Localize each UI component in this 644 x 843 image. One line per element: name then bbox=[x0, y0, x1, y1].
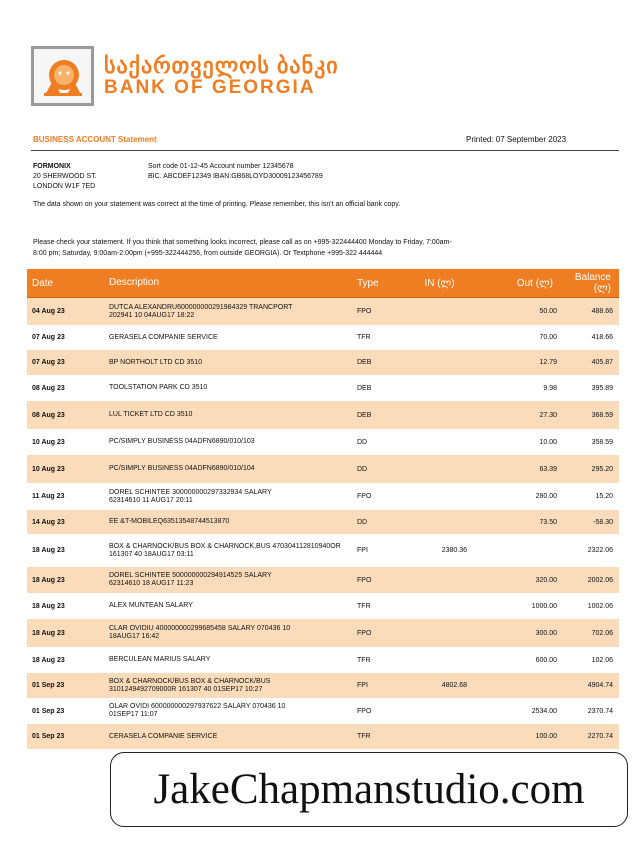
row-description bbox=[109, 384, 357, 392]
row-description bbox=[109, 411, 357, 419]
sort-code-line: Sort code 01-12-45 Account number 12345678 bbox=[148, 163, 294, 170]
row-date: 07 Aug 23 bbox=[32, 359, 65, 366]
row-date: 18 Aug 23 bbox=[32, 656, 65, 664]
table-row bbox=[27, 724, 619, 750]
table-row bbox=[27, 326, 619, 350]
row-out: 10.00 bbox=[539, 438, 557, 446]
description-line-1: DOREL SCHINTEE 500000000294914525 SALARY bbox=[109, 572, 272, 579]
table-row bbox=[27, 510, 619, 535]
table-row bbox=[27, 298, 619, 326]
row-balance: 1002.06 bbox=[587, 602, 613, 610]
lion-emblem-icon bbox=[31, 46, 94, 106]
row-balance: 488.66 bbox=[591, 308, 613, 315]
description-line-1: BP NORTHOLT LTD CD 3510 bbox=[109, 358, 203, 366]
table-row bbox=[27, 376, 619, 401]
description-line-1: OLAR OVIDI 600000000297937622 SALARY 070436 10 bbox=[109, 703, 286, 710]
row-description bbox=[109, 465, 357, 473]
logo-georgian-text: საქართველოს ბანკი bbox=[104, 53, 339, 78]
row-balance: 4904.74 bbox=[587, 682, 613, 689]
row-type: FPI bbox=[357, 682, 368, 689]
col-out: Out (ლ) bbox=[516, 277, 553, 289]
col-in: IN (ლ) bbox=[424, 277, 455, 289]
row-type: FPO bbox=[357, 707, 372, 715]
account-details bbox=[148, 162, 323, 182]
row-description bbox=[109, 359, 357, 367]
row-out: 73.50 bbox=[539, 518, 557, 526]
col-date: Date bbox=[32, 277, 54, 289]
description-line-2: 161307 40 18AUG17 03:11 bbox=[109, 550, 194, 558]
col-balance: Balance (ლ) bbox=[574, 272, 611, 294]
row-type: FPO bbox=[357, 308, 372, 315]
row-description bbox=[109, 703, 357, 719]
row-type: DD bbox=[357, 465, 368, 473]
row-balance: -58.30 bbox=[593, 518, 613, 526]
description-line-1: GERASELA COMPANIE SERVICE bbox=[109, 333, 218, 341]
row-description bbox=[109, 304, 357, 320]
table-row bbox=[27, 484, 619, 510]
row-out: 63.39 bbox=[539, 465, 557, 473]
contact-notice: Please check your statement. If you think that something looks incorrect, please call as on +995-322444400 Monday to Friday, 7:00am-8:00 pm; Saturday, 9:00am-2:00pm (+995-322444256, from outside GEORGIA). Or Textphone +995-322 444444 bbox=[33, 239, 452, 257]
table-row bbox=[27, 619, 619, 648]
row-out: 600.00 bbox=[535, 656, 557, 664]
row-out: 27.30 bbox=[539, 411, 557, 419]
row-in: 2380.36 bbox=[441, 547, 467, 554]
table-header bbox=[27, 269, 619, 298]
description-line-1: EE &T-MOBILEQ63513548744513870 bbox=[109, 518, 230, 525]
row-balance: 2322.06 bbox=[587, 547, 613, 554]
row-type: TFR bbox=[357, 733, 371, 740]
row-type: DEB bbox=[357, 384, 372, 392]
header-divider bbox=[31, 150, 619, 151]
description-line-1: DOREL SCHINTEE 300000000297332934 SALARY bbox=[109, 488, 272, 496]
row-description bbox=[109, 334, 357, 342]
row-date: 01 Sep 23 bbox=[32, 682, 65, 689]
bank-logo bbox=[31, 46, 339, 106]
row-balance: 102.06 bbox=[591, 656, 613, 664]
row-type: TFR bbox=[357, 602, 371, 610]
row-date: 07 Aug 23 bbox=[32, 334, 65, 341]
row-balance: 702.06 bbox=[591, 629, 613, 637]
row-date: 18 Aug 23 bbox=[32, 547, 65, 554]
description-line-1: ALEX MUNTEAN SALARY bbox=[109, 602, 193, 609]
watermark: JakeChapmanstudio.com bbox=[110, 752, 628, 827]
col-description: Description bbox=[109, 277, 160, 288]
row-balance: 2370.74 bbox=[587, 707, 613, 715]
row-type: DEB bbox=[357, 411, 372, 419]
logo-english-text: BANK OF GEORGIA bbox=[104, 77, 316, 98]
row-out: 100.00 bbox=[535, 733, 557, 740]
row-description bbox=[109, 543, 357, 559]
row-type: FPI bbox=[357, 547, 368, 554]
table-row bbox=[27, 401, 619, 430]
table-row bbox=[27, 673, 619, 699]
row-date: 18 Aug 23 bbox=[32, 629, 65, 637]
row-out: 300.00 bbox=[535, 629, 557, 637]
table-row bbox=[27, 648, 619, 673]
row-date: 11 Aug 23 bbox=[32, 493, 65, 500]
accuracy-notice: The data shown on your statement was correct at the time of printing. Please remember, this isn't an official bank copy. bbox=[33, 201, 401, 208]
row-description bbox=[109, 602, 357, 610]
row-balance: 2002.06 bbox=[587, 576, 613, 584]
row-date: 08 Aug 23 bbox=[32, 384, 65, 392]
row-description bbox=[109, 656, 357, 664]
row-type: DD bbox=[357, 518, 368, 526]
row-date: 10 Aug 23 bbox=[32, 465, 65, 473]
description-line-1: PC/SIMPLY BUSINESS 04ADFN6890/010/103 bbox=[109, 438, 255, 445]
description-line-1: BOX & CHARNOCK/BUS BOX & CHARNOCK/BUS bbox=[109, 677, 271, 685]
description-line-1: PC/SIMPLY BUSINESS 04ADFN6890/010/104 bbox=[109, 465, 255, 472]
description-line-2: 3101249492709000R 161307 40 01SEP17 10:27 bbox=[109, 685, 263, 693]
table-body bbox=[27, 298, 619, 750]
row-description bbox=[109, 733, 357, 741]
description-line-1: TOOLSTATION PARK CD 3510 bbox=[109, 384, 208, 391]
row-date: 04 Aug 23 bbox=[32, 308, 65, 315]
row-type: FPO bbox=[357, 493, 372, 500]
table-row bbox=[27, 699, 619, 724]
row-date: 01 Sep 23 bbox=[32, 707, 65, 715]
table-row bbox=[27, 594, 619, 619]
row-description bbox=[109, 625, 357, 641]
description-line-1: CERASELA COMPANIE SERVICE bbox=[109, 732, 218, 740]
statement-title: BUSINESS ACCOUNT Statement bbox=[33, 135, 157, 144]
row-type: TFR bbox=[357, 656, 371, 664]
description-line-1: CLAR OVIDIU 400000000299685458 SALARY 070436 10 bbox=[109, 625, 291, 632]
row-out: 1000.00 bbox=[531, 602, 557, 610]
description-line-2: 62314610 18 AUG17 11:23 bbox=[109, 580, 194, 587]
description-line-2: 01SEP17 11:07 bbox=[109, 711, 158, 718]
col-type: Type bbox=[357, 277, 379, 289]
row-type: FPO bbox=[357, 576, 372, 584]
row-description bbox=[109, 518, 357, 526]
row-out: 9.98 bbox=[543, 384, 557, 392]
row-date: 01 Sep 23 bbox=[32, 733, 65, 740]
row-type: DEB bbox=[357, 359, 372, 366]
row-balance: 418.66 bbox=[591, 334, 613, 341]
row-date: 08 Aug 23 bbox=[32, 411, 65, 419]
table-row bbox=[27, 350, 619, 376]
row-description bbox=[109, 572, 357, 588]
row-balance: 395.89 bbox=[591, 384, 613, 392]
description-line-1: BERCULEAN MARIUS SALARY bbox=[109, 656, 211, 663]
row-description bbox=[109, 438, 357, 446]
address-line-2: LONDON W1F 7ED bbox=[33, 183, 96, 190]
row-out: 280.00 bbox=[535, 493, 557, 500]
row-type: TFR bbox=[357, 334, 371, 341]
bic-iban-line: BIC. ABCDEF12349 IBAN:GB68LOYD30009123456789 bbox=[148, 173, 323, 180]
row-balance: 368.59 bbox=[591, 411, 613, 419]
printed-date: Printed: 07 September 2023 bbox=[466, 135, 567, 144]
row-date: 18 Aug 23 bbox=[32, 602, 65, 610]
row-out: 12.79 bbox=[539, 359, 557, 366]
description-line-1: DUTCA ALEXANDRU600000000291984329 TRANCPORT bbox=[109, 303, 293, 311]
customer-address bbox=[33, 162, 97, 192]
row-balance: 15.20 bbox=[595, 493, 613, 500]
row-balance: 295.20 bbox=[591, 465, 613, 473]
table-row bbox=[27, 567, 619, 594]
table-row bbox=[27, 430, 619, 455]
row-in: 4802.68 bbox=[441, 682, 467, 689]
transactions-table bbox=[27, 269, 619, 750]
row-date: 14 Aug 23 bbox=[32, 518, 65, 526]
table-row bbox=[27, 535, 619, 567]
row-out: 2534.00 bbox=[531, 707, 557, 715]
row-out: 70.00 bbox=[539, 334, 557, 341]
customer-name: FORMONIX bbox=[33, 163, 71, 170]
row-type: DD bbox=[357, 438, 368, 446]
table-row bbox=[27, 455, 619, 484]
row-type: FPO bbox=[357, 629, 372, 637]
row-description bbox=[109, 489, 357, 505]
row-balance: 405.87 bbox=[591, 359, 613, 366]
description-line-1: BOX & CHARNOCK/BUS BOX & CHARNOCK,BUS 470304112810940OR bbox=[109, 542, 341, 550]
row-out: 320.00 bbox=[535, 576, 557, 584]
description-line-2: 202941 10 04AUG17 18:22 bbox=[109, 311, 195, 319]
address-line-1: 20 SHERWOOD ST. bbox=[33, 173, 97, 180]
row-description bbox=[109, 678, 357, 694]
description-line-2: 62314610 11 AUG17 20:11 bbox=[109, 496, 193, 504]
row-out: 50.00 bbox=[539, 308, 557, 315]
description-line-1: LUL TICKET LTD CD 3510 bbox=[109, 411, 193, 418]
row-balance: 2270.74 bbox=[587, 733, 613, 740]
row-balance: 358.59 bbox=[591, 438, 613, 446]
description-line-2: 18AUG17 16:42 bbox=[109, 633, 160, 640]
row-date: 18 Aug 23 bbox=[32, 576, 65, 584]
row-date: 10 Aug 23 bbox=[32, 438, 65, 446]
